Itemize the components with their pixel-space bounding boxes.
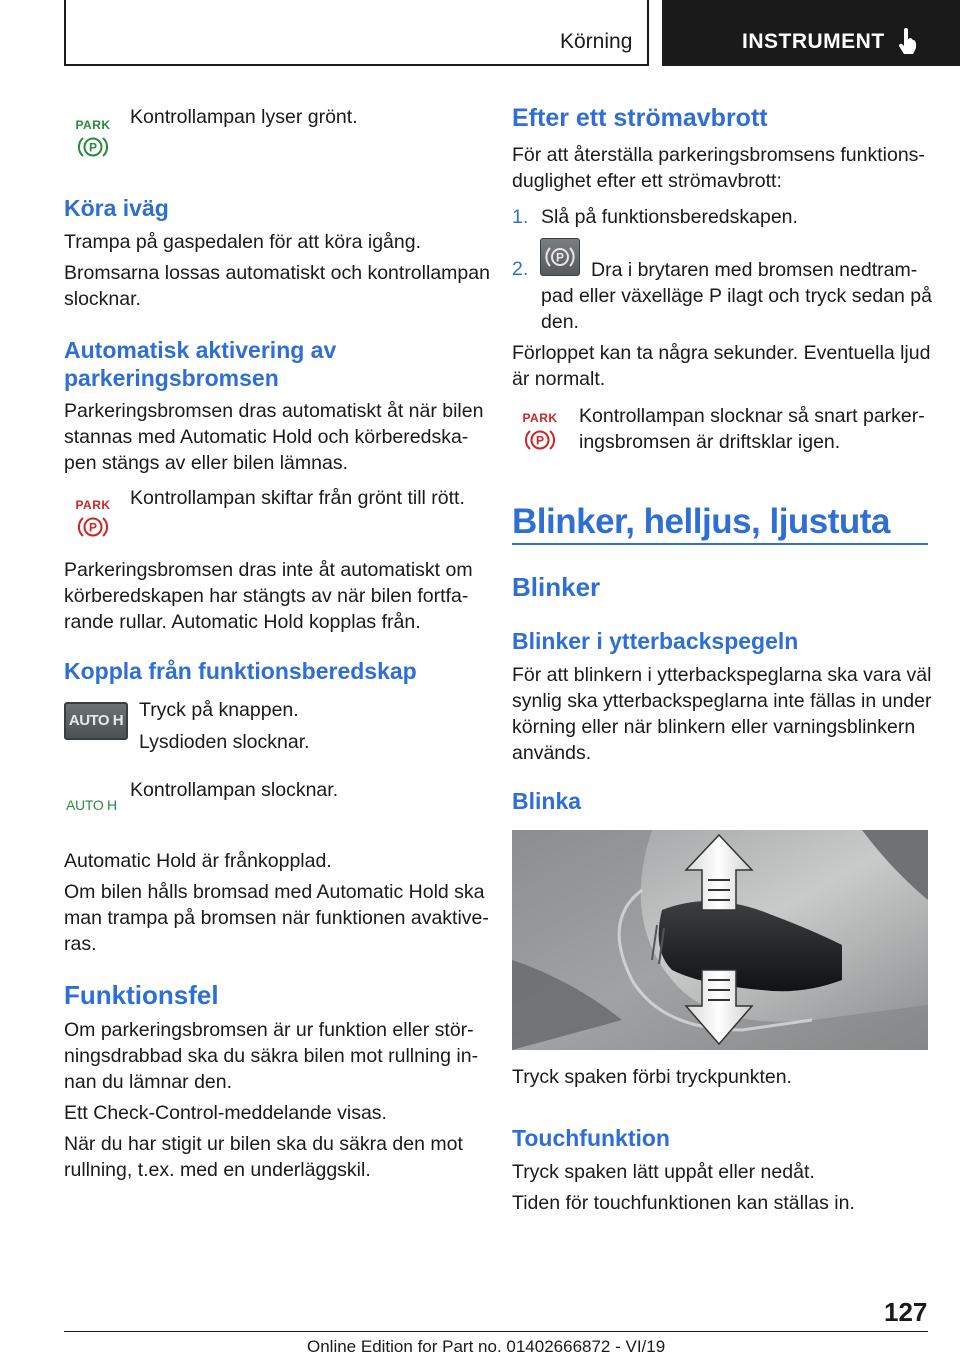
paragraph: slocknar. [64,288,141,310]
auto-h-button-icon: AUTO H [64,702,128,740]
header-chapter-title: INSTRUMENT [742,30,885,53]
paragraph: körning eller när blinkern eller varningsblinkern [512,716,916,738]
paragraph: är normalt. [512,368,606,390]
svg-text:P: P [535,433,545,448]
park-label: PARK [522,411,558,425]
step-text: Dra i brytaren med bromsen nedtram‐ [591,259,918,281]
paragraph: Förloppet kan ta några sekunder. Eventuella ljud [512,342,931,364]
indicator-red-text: Kontrollampan skiftar från grönt till rött. [130,487,465,509]
paragraph: Automatic Hold är frånkopplad. [64,850,332,872]
step-text: Slå på funktionsberedskapen. [541,206,798,228]
hand-pointing-icon [896,28,920,54]
heading-blinker-ytterbackspegeln: Blinker i ytterbackspegeln [512,628,799,654]
step-text: pad eller växelläge P ilagt och tryck sedan på [541,285,932,307]
step-text: den. [541,311,579,333]
heading-koppla-fran: Koppla från funktionsberedskap [64,658,417,684]
park-brake-icon [541,239,579,275]
paragraph: man trampa på bromsen när funktionen avaktive‐ [64,907,489,929]
svg-text:P: P [555,250,565,265]
paragraph: För att blinkern i ytterbackspeglarna ska vara väl [512,664,932,686]
park-label: PARK [75,118,111,132]
heading-funktionsfel: Funktionsfel [64,980,219,1010]
paragraph: När du har stigit ur bilen ska du säkra den mot [64,1133,463,1155]
paragraph: ningsdrabbad ska du säkra bilen mot rullning in‐ [64,1045,479,1067]
footer-rule [64,1331,928,1332]
heading-rule [512,543,928,545]
indicator-green-text: Kontrollampan lyser grönt. [130,106,358,128]
indicator-autoh-text: Kontrollampan slocknar. [130,779,339,801]
paragraph: körberedskapen har stängts av när bilen fortfa‐ [64,585,469,607]
paragraph: Trampa på gaspedalen för att köra igång. [64,231,421,253]
paragraph: ras. [64,933,97,955]
heading-blinka: Blinka [512,788,582,814]
image-caption: Tryck spaken förbi tryckpunkten. [512,1066,792,1088]
park-brake-icon [525,427,555,453]
footer-edition: Online Edition for Part no. 01402666872 - VI/19 [307,1337,666,1356]
paragraph: duglighet efter ett strömavbrott: [512,170,782,192]
paragraph: stannas med Automatic Hold och körberedska‐ [64,426,469,448]
park-brake-icon [78,514,108,540]
heading-blinker: Blinker [512,572,601,602]
paragraph: Bromsarna lossas automatiskt och kontrollampan [64,262,490,284]
heading-touchfunktion: Touchfunktion [512,1125,670,1151]
paragraph: synlig ska ytterbackspeglarna inte fällas in under [512,690,932,712]
heading-automatisk-aktivering-cont: parkeringsbromsen [64,365,279,391]
step-number: 2. [512,258,529,280]
paragraph: Lysdioden slocknar. [139,731,310,753]
paragraph: Tryck spaken lätt uppåt eller nedåt. [512,1161,815,1183]
svg-text:P: P [88,520,98,535]
paragraph: Ett Check-Control-meddelande visas. [64,1102,387,1124]
heading-automatisk-aktivering: Automatisk aktivering av [64,337,337,363]
paragraph: Parkeringsbromsen dras inte åt automatiskt om [64,559,473,581]
paragraph: För att återställa parkeringsbromsens funktions‐ [512,144,925,166]
header-section-title: Körning [560,30,633,53]
paragraph: används. [512,742,592,764]
paragraph: Om bilen hålls bromsad med Automatic Hold ska [64,881,485,903]
heading-kora-ivag: Köra iväg [64,195,169,221]
paragraph: rullning, t.ex. med en underläggskil. [64,1159,371,1181]
paragraph: pen stängs av eller bilen lämnas. [64,452,348,474]
heading-efter-stromavbrott: Efter ett strömavbrott [512,104,768,132]
park-indicator-red-icon [520,411,560,457]
svg-text:P: P [88,140,98,155]
chapter-heading: Blinker, helljus, ljustuta [512,502,890,541]
park-indicator-green-icon [73,118,113,164]
turn-signal-lever-illustration [512,830,928,1050]
paragraph: Tiden för touchfunktionen kan ställas in. [512,1192,855,1214]
indicator-text: Kontrollampan slocknar så snart parker‐ [579,405,925,427]
paragraph: Tryck på knappen. [139,699,299,721]
park-indicator-red-icon [73,498,113,544]
park-brake-icon [78,134,108,160]
parking-brake-switch-icon [540,238,580,276]
paragraph: Parkeringsbromsen dras automatiskt åt när bilen [64,400,484,422]
paragraph: Om parkeringsbromsen är ur funktion eller stör‐ [64,1019,474,1041]
indicator-text: ingsbromsen är driftsklar igen. [579,431,841,453]
paragraph: nan du lämnar den. [64,1071,233,1093]
page-number: 127 [884,1297,928,1327]
park-label: PARK [75,498,111,512]
step-number: 1. [512,206,529,228]
auto-h-indicator-icon: AUTO H [66,797,117,813]
paragraph: rande rullar. Automatic Hold kopplas från. [64,611,421,633]
